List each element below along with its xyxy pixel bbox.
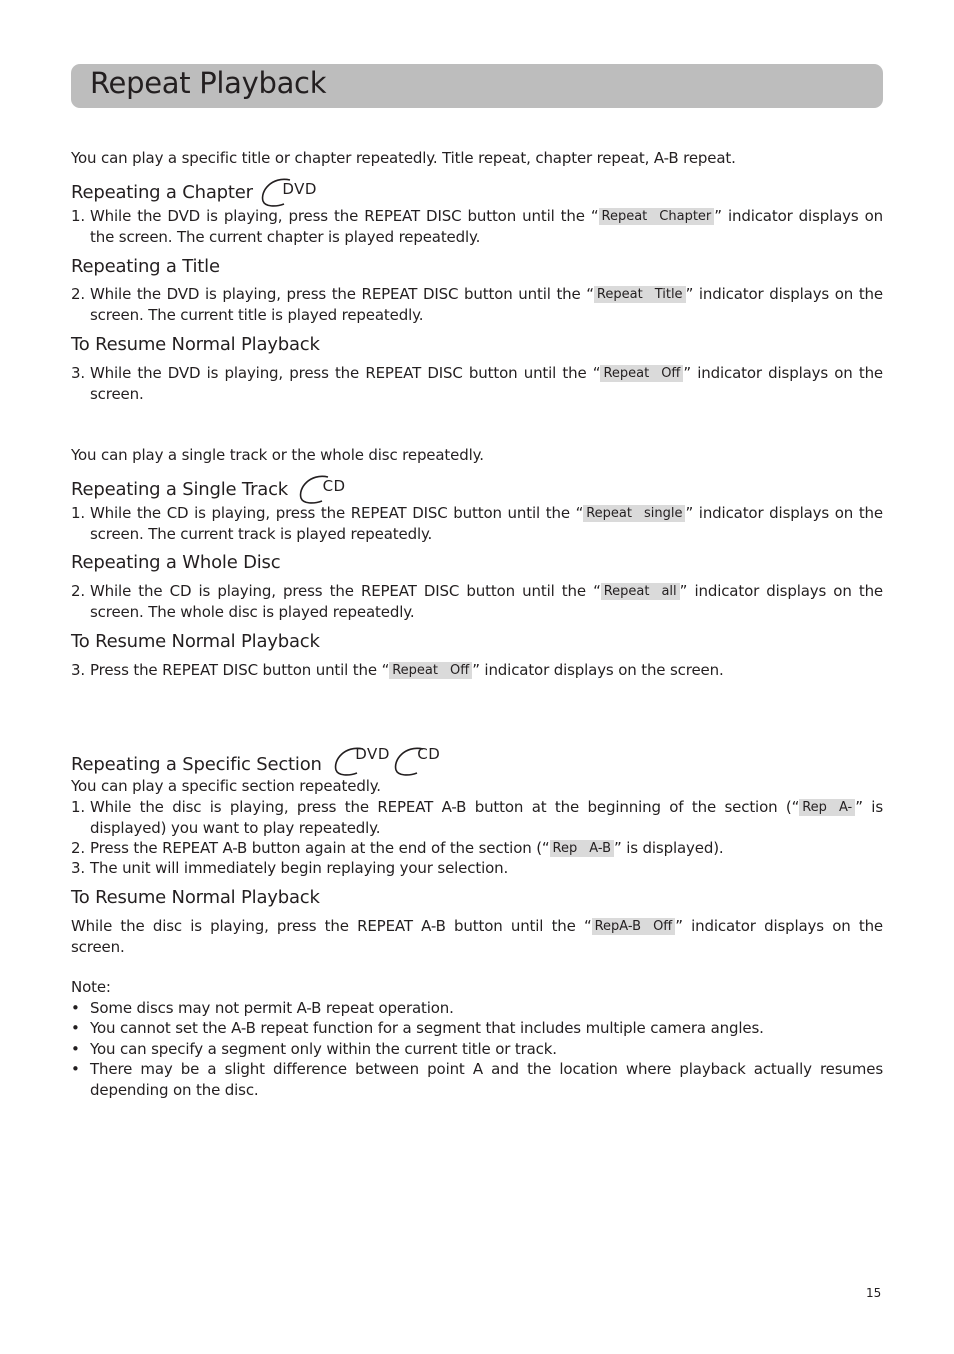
body-text: ” indicator displays on the [675, 917, 883, 935]
cd-disc-icon [393, 746, 451, 776]
step-text: While the DVD is playing, press the REPEAT DISC button until the “ [90, 364, 601, 382]
cd-intro: You can play a single track or the whole disc repeatedly. [71, 446, 484, 464]
ab-resume-text [71, 916, 883, 957]
cd-disc-icon [298, 474, 356, 504]
step-line-1 [90, 797, 883, 818]
osd-label-a: Repeat [603, 584, 650, 599]
step-line-1 [90, 838, 883, 859]
osd-label-b: Off [449, 663, 470, 678]
step-line-1 [90, 284, 883, 305]
page-title-bar [71, 64, 883, 108]
ab-resume-line-2: screen. [71, 937, 125, 956]
step-text: While the DVD is playing, press the REPEAT DISC button until the “ [90, 285, 594, 303]
step-text: ” is displayed). [614, 839, 724, 857]
step-line-2: the screen. The current chapter is played repeatedly. [90, 227, 481, 246]
ab-intro: You can play a specific section repeatedly. [71, 777, 381, 795]
heading-repeating-track [71, 474, 883, 504]
note-text: depending on the disc. [90, 1080, 259, 1099]
osd-label-a: Repeat [603, 366, 650, 381]
heading-repeating-title: Repeating a Title [71, 256, 220, 277]
dvd-badge-label: DVD [282, 180, 317, 198]
osd-label-a: Repeat [601, 209, 648, 224]
note-label: Note: [71, 978, 111, 996]
step-line-1 [90, 581, 883, 602]
dvd-disc-icon [260, 177, 324, 207]
heading-repeating-disc: Repeating a Whole Disc [71, 552, 281, 573]
step-line-1 [90, 363, 883, 384]
dvd-intro: You can play a specific title or chapter repeatedly. Title repeat, chapter repeat, A-B repeat. [71, 149, 736, 167]
bullet: • [71, 1060, 80, 1078]
heading-resume-ab: To Resume Normal Playback [71, 887, 320, 908]
heading-text: Repeating a Single Track [71, 479, 289, 500]
osd-label-a: Rep [552, 841, 578, 856]
step-text: ” indicator displays on the [683, 364, 884, 382]
step-line-1 [90, 660, 883, 681]
heading-repeating-chapter [71, 177, 883, 207]
dvd-badge-label: DVD [355, 745, 390, 763]
step-line-2: screen. The current track is played repeatedly. [90, 524, 433, 543]
osd-label-b: all [661, 584, 677, 599]
step-text: ” indicator displays on [714, 207, 884, 225]
step-line-2: screen. The whole disc is played repeatedly. [90, 602, 415, 621]
bullet: • [71, 1019, 80, 1037]
step-text: ” indicator displays on the [685, 285, 883, 303]
note-text: You can specify a segment only within the current title or track. [90, 1040, 557, 1058]
note-text: There may be a slight difference between point A and the location where playback actually resumes [90, 1060, 883, 1078]
step-line-1: The unit will immediately begin replaying your selection. [90, 859, 509, 877]
osd-label-b: A-B [589, 841, 611, 856]
osd-label-a: Rep [802, 800, 827, 815]
step-number: 3. [71, 364, 86, 382]
step-text: While the CD is playing, press the REPEAT DISC button until the “ [90, 504, 584, 522]
osd-label-a: RepA-B [594, 919, 642, 934]
osd-indicator-repeat-single [583, 505, 685, 522]
bullet: • [71, 999, 80, 1017]
osd-label-b: Chapter [659, 209, 712, 224]
heading-resume-cd: To Resume Normal Playback [71, 631, 320, 652]
step-number: 2. [71, 285, 86, 303]
step-line-2: screen. [90, 384, 144, 403]
step-text: While the disc is playing, press the REPEAT A-B button at the beginning of the section (“ [90, 798, 800, 816]
osd-indicator-repeat-off [600, 365, 683, 382]
osd-label-b: single [643, 506, 683, 521]
heading-text: Repeating a Specific Section [71, 754, 322, 775]
heading-text: Repeating a Chapter [71, 182, 253, 203]
osd-indicator-repeat-title [594, 286, 686, 303]
dvd-disc-icon [333, 746, 397, 776]
step-number: 3. [71, 661, 86, 679]
step-line-2: displayed) you want to play repeatedly. [90, 818, 381, 837]
osd-indicator-repeat-off [389, 662, 472, 679]
osd-label-b: Off [661, 366, 681, 381]
osd-label-a: Repeat [586, 506, 632, 521]
osd-label-b: A- [838, 800, 853, 815]
page-title: Repeat Playback [90, 66, 327, 100]
osd-label-a: Repeat [392, 663, 438, 678]
step-text: ” indicator displays on the screen. [472, 661, 724, 679]
heading-repeating-section [71, 746, 883, 776]
bullet: • [71, 1040, 80, 1058]
page-number: 15 [866, 1286, 882, 1300]
ab-resume-line-1 [71, 916, 883, 937]
step-text: While the CD is playing, press the REPEAT DISC button until the “ [90, 582, 601, 600]
osd-label-a: Repeat [596, 287, 643, 302]
body-text: While the disc is playing, press the REPEAT A-B button until the “ [71, 917, 592, 935]
step-number: 1. [71, 207, 86, 225]
step-line-2: screen. The current title is played repeatedly. [90, 305, 424, 324]
osd-indicator-repab-off [592, 918, 676, 935]
step-text: Press the REPEAT DISC button until the “ [90, 661, 390, 679]
step-text: ” indicator displays on the [679, 582, 884, 600]
step-number: 2. [71, 839, 86, 857]
cd-badge-label: CD [417, 745, 441, 763]
osd-indicator-rep-a [799, 799, 855, 816]
osd-indicator-repeat-all [601, 583, 680, 600]
step-number: 2. [71, 582, 86, 600]
cd-badge-label: CD [322, 477, 346, 495]
note-text: You cannot set the A-B repeat function for a segment that includes multiple camera angles. [90, 1019, 764, 1037]
heading-resume-dvd: To Resume Normal Playback [71, 334, 320, 355]
step-line-1 [90, 206, 883, 227]
step-number: 1. [71, 504, 86, 522]
step-line-1 [90, 503, 883, 524]
osd-indicator-rep-ab [550, 840, 614, 857]
step-text: While the DVD is playing, press the REPEAT DISC button until the “ [90, 207, 599, 225]
step-number: 1. [71, 798, 86, 816]
step-number: 3. [71, 859, 86, 877]
note-text: Some discs may not permit A-B repeat operation. [90, 999, 454, 1017]
step-text: Press the REPEAT A-B button again at the end of the section (“ [90, 839, 550, 857]
step-text: ” is [855, 798, 883, 816]
step-text: ” indicator displays on the [685, 504, 883, 522]
osd-label-b: Title [654, 287, 683, 302]
osd-indicator-repeat-chapter [599, 208, 715, 225]
osd-label-b: Off [653, 919, 673, 934]
